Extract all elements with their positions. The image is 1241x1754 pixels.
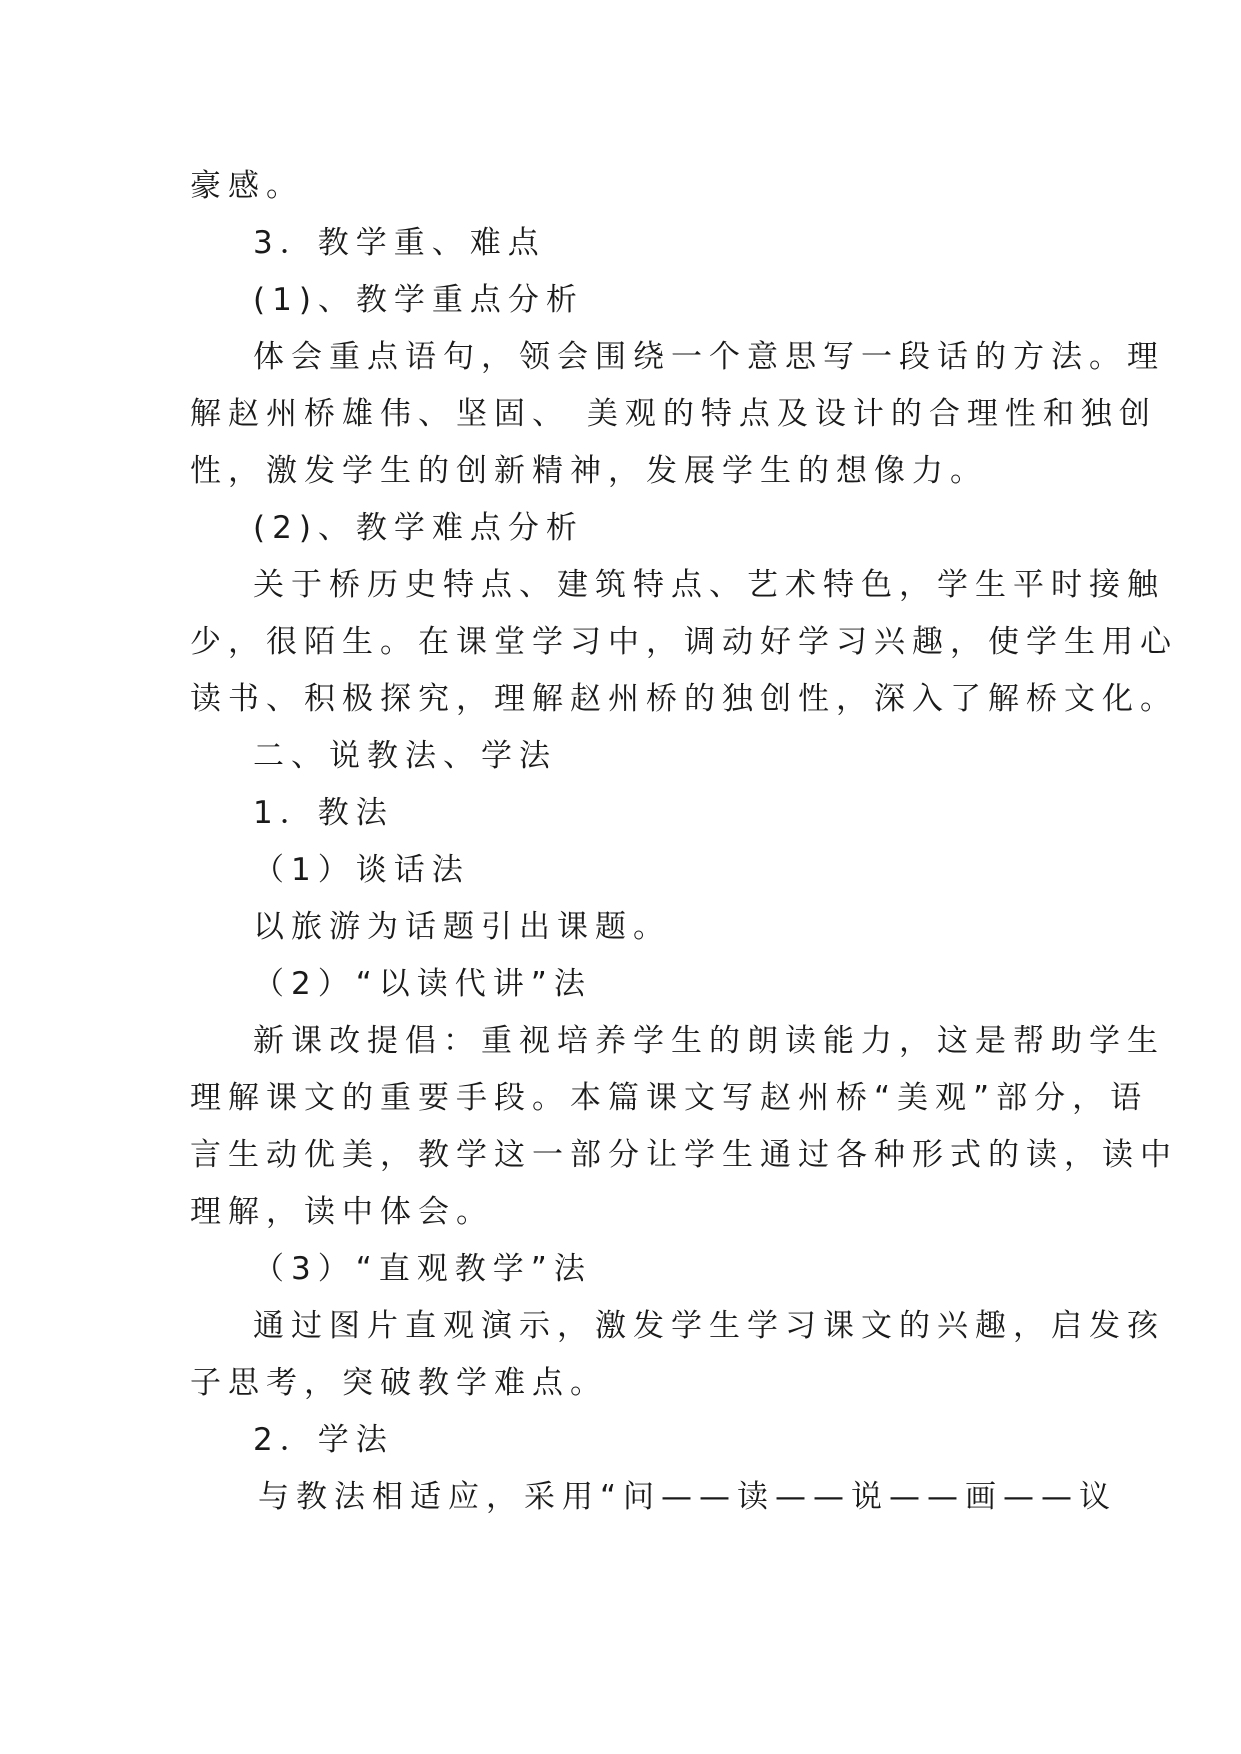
subsection-heading: （3）“直观教学”法 — [253, 1251, 592, 1287]
subsection-heading: （1）谈话法 — [253, 852, 470, 888]
text-line: 豪感。 — [190, 168, 304, 204]
text-line: 通过图片直观演示，激发学生学习课文的兴趣，启发孩 — [253, 1308, 1165, 1344]
section-heading: 3．教学重、难点 — [253, 225, 546, 261]
subsection-heading: (2)、教学难点分析 — [253, 510, 584, 546]
subsection-heading: （2）“以读代讲”法 — [253, 966, 592, 1002]
text-line: 理解，读中体会。 — [190, 1194, 494, 1230]
text-line: 解赵州桥雄伟、坚固、 美观的特点及设计的合理性和独创 — [190, 396, 1157, 432]
text-line: 理解课文的重要手段。本篇课文写赵州桥“美观”部分，语 — [190, 1080, 1149, 1116]
text-line: 子思考，突破教学难点。 — [190, 1365, 608, 1401]
subsection-heading: 1．教法 — [253, 795, 394, 831]
section-heading: 二、说教法、学法 — [253, 738, 557, 774]
text-line: 性，激发学生的创新精神，发展学生的想像力。 — [190, 453, 988, 489]
subsection-heading: 2．学法 — [253, 1422, 394, 1458]
text-line: 新课改提倡：重视培养学生的朗读能力，这是帮助学生 — [253, 1023, 1165, 1059]
text-line: 体会重点语句，领会围绕一个意思写一段话的方法。理 — [253, 339, 1165, 375]
text-line: 与教法相适应，采用“问——读——说——画——议 — [258, 1479, 1118, 1515]
text-line: 少，很陌生。在课堂学习中，调动好学习兴趣，使学生用心 — [190, 624, 1178, 660]
subsection-heading: (1)、教学重点分析 — [253, 282, 584, 318]
text-line: 以旅游为话题引出课题。 — [253, 909, 671, 945]
text-line: 关于桥历史特点、建筑特点、艺术特色，学生平时接触 — [253, 567, 1165, 603]
text-line: 读书、积极探究，理解赵州桥的独创性，深入了解桥文化。 — [190, 681, 1178, 717]
text-line: 言生动优美，教学这一部分让学生通过各种形式的读，读中 — [190, 1137, 1178, 1173]
